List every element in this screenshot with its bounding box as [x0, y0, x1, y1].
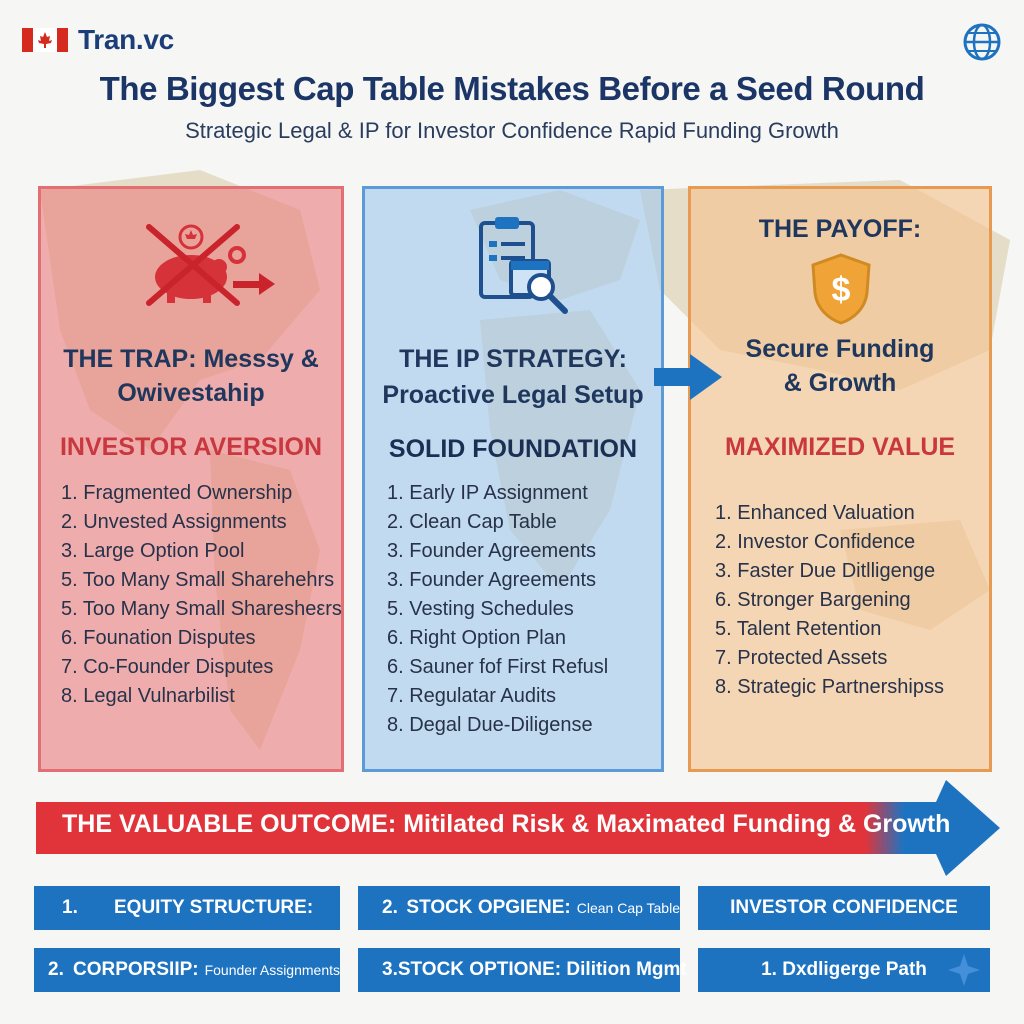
list-item: 5. Vesting Schedules	[387, 598, 574, 620]
payoff-title-line-2: & Growth	[783, 369, 897, 397]
cell-label: INVESTOR CONFIDENCE	[730, 897, 958, 918]
outcome-lead: THE VALUABLE OUTCOME:	[62, 810, 397, 838]
list-item: 1. Enhanced Valuation	[715, 502, 915, 524]
list-item: 6. Stronger Bargening	[715, 589, 911, 611]
list-item: 6. Sauner fof First Refusl	[387, 656, 609, 678]
list-item: 7. Co-Founder Disputes	[61, 656, 274, 678]
dollar-shield-icon	[809, 253, 873, 325]
investor-confidence-cell[interactable]	[698, 886, 990, 930]
list-item: 1. Early IP Assignment	[387, 482, 588, 504]
equity-structure-cell[interactable]	[34, 886, 340, 930]
cell-label: 1. Dxdligerge Path	[761, 959, 927, 980]
list-item: 6. Founation Disputes	[61, 627, 256, 649]
list-item: 5. Too Many Small Sharesheεrs	[61, 598, 342, 620]
payoff-label: THE PAYOFF:	[758, 215, 922, 243]
trap-title-line-2: Owivestahip	[117, 379, 265, 407]
ip-title-line-2: Proactive Legal Setup	[382, 381, 644, 409]
outcome-text: Mitilated Risk & Maximated Funding & Growth	[403, 810, 951, 838]
cell-number: 2.	[382, 897, 398, 918]
cell-label: STOCK OPGIENE:	[406, 897, 571, 918]
list-item: 3. Faster Due Ditlligenge	[715, 560, 936, 582]
cell-sub: Clean Cap Table	[576, 900, 680, 916]
cell-sub: Founder Assignments	[204, 962, 340, 978]
list-item: 7. Regulatar Audits	[387, 685, 556, 707]
canada-flag-icon	[22, 28, 68, 52]
page-subtitle: Strategic Legal & IP for Investor Confidence Rapid Funding Growth	[185, 118, 839, 143]
payoff-title-line-1: Secure Funding	[745, 335, 935, 363]
outcome-banner-text	[62, 810, 950, 839]
brand-name: Tran.vc	[78, 24, 174, 55]
list-item: 2. Clean Cap Table	[387, 511, 557, 533]
list-item: 6. Right Option Plan	[387, 627, 566, 649]
ip-list	[387, 479, 608, 740]
trap-panel	[38, 186, 344, 772]
page-title: The Biggest Cap Table Mistakes Before a Seed Round	[99, 70, 925, 107]
globe-icon[interactable]	[962, 22, 1002, 62]
cell-number: 1.	[62, 897, 78, 918]
list-item: 8. Degal Due-Diligense	[387, 714, 593, 736]
list-item: 3. Founder Agreements	[387, 540, 597, 562]
list-item: 1. Fragmented Ownership	[61, 482, 293, 504]
right-arrow-icon	[654, 352, 722, 402]
payoff-list	[715, 499, 944, 702]
ip-strategy-panel	[362, 186, 664, 772]
list-item: 3. Large Option Pool	[61, 540, 245, 562]
diligence-path-cell[interactable]	[698, 948, 990, 992]
stock-optione-cell[interactable]	[358, 948, 687, 992]
cell-label: EQUITY STRUCTURE:	[114, 897, 314, 918]
cell-label: STOCK OPTIONE: Dilition Mgmt	[397, 959, 687, 980]
payoff-panel	[688, 186, 992, 772]
corporsiip-cell[interactable]	[34, 948, 340, 992]
list-item: 3. Founder Agreements	[387, 569, 597, 591]
ip-heading: SOLID FOUNDATION	[388, 435, 638, 463]
cell-number: 3.	[382, 959, 398, 980]
trap-title-line-1: THE TRAP: Messsy &	[63, 345, 319, 373]
list-item: 8. Strategic Partnershipss	[715, 676, 944, 698]
sparkle-icon	[946, 952, 982, 988]
list-item: 5. Talent Retention	[715, 618, 882, 640]
list-item: 8. Legal Vulnarbilist	[61, 685, 235, 707]
list-item: 2. Unvested Assignments	[61, 511, 287, 533]
trap-heading: INVESTOR AVERSION	[59, 433, 323, 461]
trap-list	[61, 479, 342, 711]
payoff-heading: MAXIMIZED VALUE	[724, 433, 956, 461]
piggy-bank-crossed-icon	[133, 215, 283, 307]
ip-title-line-1: THE IP STRATEGY:	[399, 345, 627, 373]
svg-text:$: $	[831, 271, 851, 309]
list-item: 2. Investor Confidence	[715, 531, 916, 553]
cell-number: 2.	[48, 959, 64, 980]
clipboard-calendar-search-icon	[471, 215, 571, 315]
brand[interactable]	[22, 24, 174, 56]
cell-label: CORPORSIIP:	[72, 959, 199, 980]
list-item: 7. Protected Assets	[715, 647, 888, 669]
stock-opgiene-cell[interactable]	[358, 886, 680, 930]
list-item: 5. Too Many Small Sharehehrs	[61, 569, 335, 591]
